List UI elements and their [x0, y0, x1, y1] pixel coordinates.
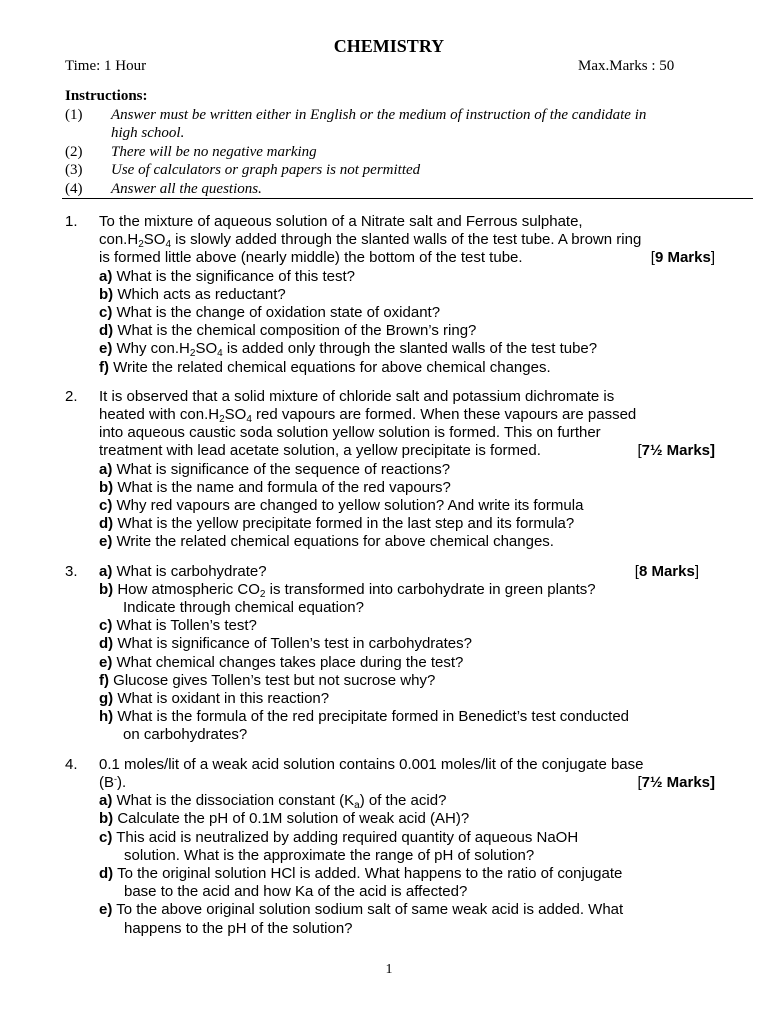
marks-badge: [8 Marks] [634, 562, 699, 580]
instruction-text: There will be no negative marking [111, 143, 317, 160]
instruction-text: Answer must be written either in English or the medium of instruction of the candidate in [111, 106, 647, 123]
sub-question-d: d) What is significance of Tollen’s test in carbohydrates? [99, 635, 472, 653]
sub-question-d: d) To the original solution HCl is added. What happens to the ratio of conjugate [99, 864, 623, 882]
sub-question-h: h) What is the formula of the red precipitate formed in Benedict’s test conducted [99, 708, 630, 726]
instruction-number: (4) [65, 180, 83, 197]
question-1 [65, 213, 715, 377]
sub-question-c: c) Why red vapours are changed to yellow solution? And write its formula [99, 497, 584, 515]
max-marks: Max.Marks : 50 [578, 58, 675, 74]
sub-question-d-continued: base to the acid and how Ka of the acid is affected? [124, 883, 468, 901]
sub-question-b: b) Calculate the pH of 0.1M solution of weak acid (AH)? [99, 810, 470, 828]
question-number: 4. [65, 755, 78, 773]
questions [65, 213, 715, 949]
instructions-heading: Instructions: [65, 88, 148, 104]
question-4 [65, 756, 715, 938]
sub-question-b: b) Which acts as reductant? [99, 285, 286, 303]
sub-question-c: c) What is the change of oxidation state of oxidant? [99, 304, 441, 322]
instruction-text-continued: high school. [111, 125, 185, 141]
sub-question-e: e) Write the related chemical equations for above chemical changes. [99, 533, 554, 551]
section-divider [62, 198, 753, 199]
marks-badge: [7½ Marks] [637, 773, 715, 791]
instructions [65, 87, 745, 198]
sub-question-f: f) Glucose gives Tollen’s test but not sucrose why? [99, 671, 436, 689]
sub-question-b: b) How atmospheric $CO_2$ is transformed into carbohydrate in green plants? [99, 580, 596, 600]
instruction-number: (3) [65, 162, 83, 178]
sub-question-b-continued: Indicate through chemical equation? [123, 599, 364, 617]
question-2 [65, 388, 715, 552]
page-number: 1 [385, 962, 393, 977]
instruction-item [65, 180, 745, 199]
sub-question-a: a) What is significance of the sequence of reactions? [99, 460, 451, 478]
question-text: To the mixture of aqueous solution of a Nitrate salt and Ferrous sulphate, $con.H_2SO_4$ is slowly added through the slanted walls of the test tube. A brown ring is formed little above (nearly middle) the bottom of the test tube. [9 Marks] [99, 213, 715, 267]
instruction-text: Use of calculators or graph papers is not permitted [111, 162, 421, 178]
sub-question-e: e) What chemical changes takes place during the test? [99, 653, 464, 671]
exam-time: Time: 1 Hour [65, 58, 147, 74]
sub-question-c: c) What is Tollen’s test? [99, 617, 257, 635]
sub-question-d: d) What is the yellow precipitate formed in the last step and its formula? [99, 515, 575, 533]
question-text: 0.1 moles/lit of a weak acid solution contains 0.001 moles/lit of the conjugate base (B-). [7½ Marks] [99, 755, 715, 791]
sub-question-d: d) What is the chemical composition of the Brown’s ring? [99, 322, 477, 340]
sub-question-c-continued: solution. What is the approximate the range of pH of solution? [124, 846, 535, 864]
page-title: CHEMISTRY [333, 36, 445, 56]
sub-question-g: g) What is oxidant in this reaction? [99, 690, 330, 708]
sub-question-a: a) What is the dissociation constant $(K_a)$ of the acid? [99, 792, 447, 812]
question-number: 1. [65, 213, 78, 230]
question-text: It is observed that a solid mixture of chloride salt and potassium dichromate is heated with $con.H_2SO_4$ red vapours are formed. When these vapours are passed into aqueous caustic soda solution yellow solution is formed. This on further treatment with lead acetate solution, a yellow precipitate is formed. [7½ Marks] [99, 387, 715, 460]
sub-question-f: f) Write the related chemical equations for above chemical changes. [99, 358, 551, 376]
instruction-item [65, 106, 745, 143]
sub-question-e: e) To the above original solution sodium salt of same weak acid is added. What [99, 901, 624, 919]
sub-question-c: c) This acid is neutralized by adding required quantity of aqueous NaOH [99, 828, 579, 846]
sub-question-a: a) What is carbohydrate? [8 Marks] [99, 562, 699, 580]
instruction-item [65, 161, 745, 180]
sub-question-h-continued: on carbohydrates? [123, 726, 248, 744]
question-number: 2. [65, 387, 78, 405]
instruction-number: (1) [65, 106, 83, 123]
sub-question-e: e) Why $con.H_2SO_4$ is added only through the slanted walls of the test tube? [99, 340, 598, 360]
marks-badge: [7½ Marks] [637, 442, 715, 460]
sub-question-e-continued: happens to the pH of the solution? [124, 919, 353, 937]
sub-question-b: b) What is the name and formula of the red vapours? [99, 478, 451, 496]
instruction-item [65, 143, 745, 162]
instruction-text: Answer all the questions. [111, 180, 262, 197]
question-number: 3. [65, 562, 78, 580]
question-3 [65, 563, 715, 745]
marks-badge: [9 Marks] [650, 249, 715, 267]
instruction-number: (2) [65, 143, 83, 160]
sub-question-a: a) What is the significance of this test? [99, 267, 355, 285]
